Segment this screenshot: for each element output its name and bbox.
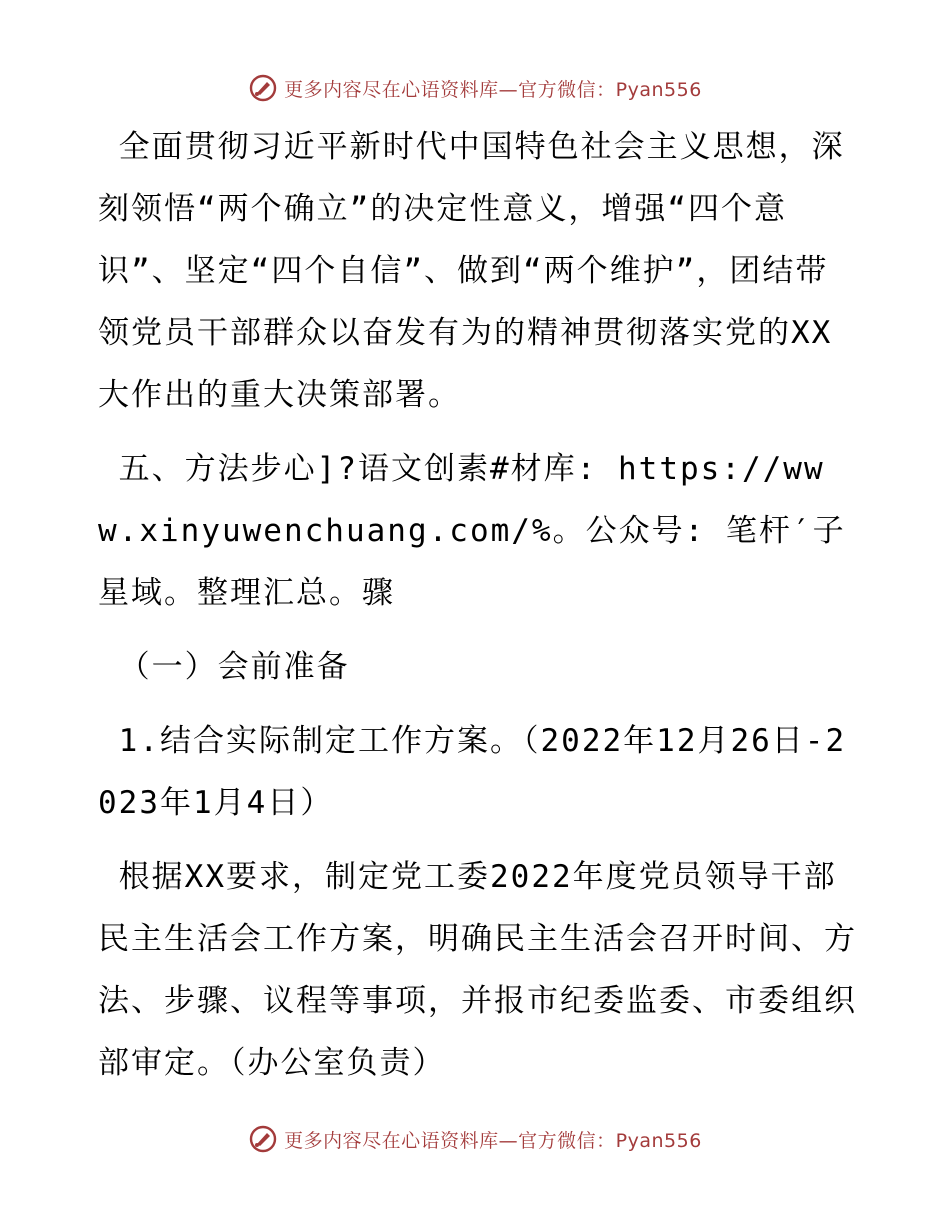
paragraph-methods-heading: 五、方法步心]?语文创素#材库: https://www.xinyuwenchuang.com/%。公众号: 笔杆′子星域。整理汇总。骤 [98, 451, 846, 611]
watermark-text: 更多内容尽在心语资料库—官方微信：Pyan556 [284, 78, 702, 101]
watermark-text: 更多内容尽在心语资料库—官方微信：Pyan556 [284, 1129, 702, 1152]
footer-watermark [0, 1124, 950, 1154]
header-watermark [0, 73, 950, 103]
paragraph-pre-meeting-heading: （一）会前准备 [98, 649, 350, 685]
paragraph-work-plan-detail: 根据XX要求，制定党工委2022年度党员领导干部民主生活会工作方案，明确民主生活会召开时间、方法、步骤、议程等事项，并报市纪委监委、市委组织部审定。（办公室负责） [98, 859, 857, 1081]
document-body [98, 116, 858, 1106]
paragraph-guiding-thought: 全面贯彻习近平新时代中国特色社会主义思想，深刻领悟“两个确立”的决定性意义，增强“四个意识”、坚定“四个自信”、做到“两个维护”，团结带领党员干部群众以奋发有为的精神贯彻落实党的XX大作出的重大决策部署。 [98, 129, 845, 413]
paragraph-work-plan-item: 1.结合实际制定工作方案。（2022年12月26日-2023年1月4日） [98, 723, 847, 821]
logo-icon [248, 1124, 278, 1154]
logo-icon [248, 73, 278, 103]
